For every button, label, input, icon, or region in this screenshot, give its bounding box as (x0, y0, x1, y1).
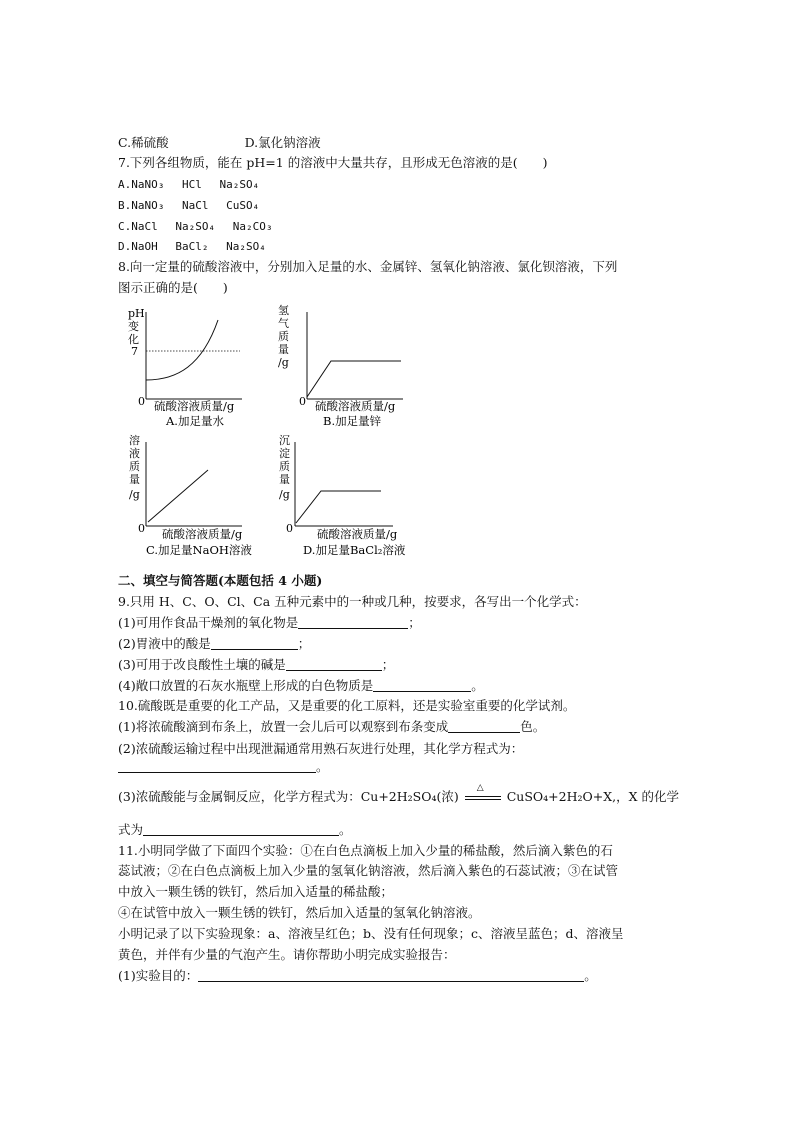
q11-blank-1[interactable] (198, 969, 584, 982)
chart-d-title: D.加足量BaCl₂溶液 (303, 543, 406, 557)
chart-d-ylabel-2: 淀 (279, 447, 290, 460)
q6-option-c: C.稀硫酸 (118, 135, 169, 150)
q10-part2: (2)浓硫酸运输过程中出现泄漏通常用熟石灰进行处理，其化学方程式为： (118, 741, 524, 756)
q10-part3-answer: 式为 。 (118, 822, 352, 837)
q9-blank-1[interactable] (298, 616, 408, 629)
q6-options (118, 135, 321, 151)
chart-a-title: A.加足量水 (166, 414, 224, 428)
section-2-title: 二、填空与简答题(本题包括 4 小题) (118, 573, 323, 588)
chart-d (279, 432, 443, 562)
chart-a-curve (146, 320, 218, 380)
q10-part1: (1)将浓硫酸滴到布条上，放置一会儿后可以观察到布条变成 色。 (118, 719, 546, 734)
chart-d-ylabel-3: 质 (279, 460, 290, 473)
chart-d-ylabel-5: /g (279, 488, 290, 501)
q7-option-b: B.NaNO₃ NaCl CuSO₄ (118, 199, 260, 212)
q9-blank-2[interactable] (211, 637, 298, 650)
chart-d-ylabel-4: 量 (279, 473, 290, 486)
q10-part3: (3)浓硫酸能与金属铜反应，化学方程式为：Cu+2H₂SO₄(浓) △ CuSO₄+2H₂O+X,，X 的化学 (118, 783, 679, 804)
chart-b-ylabel-2: 气 (278, 317, 289, 330)
chart-a (122, 302, 262, 434)
chart-b (278, 302, 423, 434)
q11-line-5: 小明记录了以下实验现象：a、溶液呈红色；b、没有任何现象；c、溶液呈蓝色；d、溶液呈 (118, 926, 624, 941)
chart-c-ylabel-5: /g (129, 488, 140, 501)
chart-d-origin: 0 (286, 522, 293, 535)
q7-option-a: A.NaNO₃ HCl Na₂SO₄ (118, 178, 260, 191)
chart-a-ylabel-3: 化 (128, 333, 139, 346)
chart-c-xlabel: 硫酸溶液质量/g (162, 527, 243, 541)
chart-a-xlabel: 硫酸溶液质量/g (154, 399, 235, 413)
q8-stem-1: 8.向一定量的硫酸溶液中，分别加入足量的水、金属锌、氢氧化钠溶液、氯化钡溶液，下列 (118, 259, 618, 274)
q9-part1: (1)可用作食品干燥剂的氧化物是 ； (118, 615, 421, 630)
chart-b-origin: 0 (299, 395, 306, 408)
chart-c-ylabel-2: 液 (129, 447, 140, 460)
chart-c-origin: 0 (138, 522, 145, 535)
chart-b-ylabel-4: 量 (278, 343, 289, 356)
chart-c-line (148, 470, 208, 522)
chart-b-ylabel-3: 质 (278, 330, 289, 343)
q11-line-4: ④在试管中放入一颗生锈的铁钉，然后加入适量的氢氧化钠溶液。 (118, 905, 481, 920)
q9-part2: (2)胃液中的酸是 ； (118, 636, 311, 651)
chart-c-ylabel-3: 质 (129, 460, 140, 473)
q11-part1: (1)实验目的： 。 (118, 968, 597, 983)
q10-blank-3[interactable] (143, 823, 339, 836)
q9-blank-3[interactable] (286, 658, 382, 671)
q11-line-3: 中放入一颗生锈的铁钉，然后加入适量的稀盐酸； (118, 884, 394, 899)
q7-option-d: D.NaOH BaCl₂ Na₂SO₄ (118, 240, 266, 253)
q7-option-c: C.NaCl Na₂SO₄ Na₂CO₃ (118, 220, 273, 233)
q9-part3: (3)可用于改良酸性土壤的碱是 ； (118, 657, 395, 672)
chart-c-ylabel-1: 溶 (129, 434, 140, 447)
chart-b-line (307, 361, 401, 397)
chart-d-line (296, 491, 381, 523)
q10-blank-1[interactable] (448, 720, 520, 733)
chart-a-ylabel-2: 变 (128, 320, 139, 333)
chart-c-ylabel-4: 量 (129, 473, 140, 486)
chart-b-ylabel-1: 氢 (278, 304, 289, 317)
q10-stem: 10.硫酸既是重要的化工产品，又是重要的化工原料，还是实验室重要的化学试剂。 (118, 698, 576, 713)
q9-blank-4[interactable] (373, 679, 471, 692)
q10-blank-2[interactable] (118, 760, 316, 773)
chart-c-title: C.加足量NaOH溶液 (146, 543, 252, 557)
heat-condition: △ (463, 789, 503, 803)
chart-d-ylabel-1: 沉 (279, 434, 290, 447)
chart-a-y7: 7 (131, 345, 138, 358)
q10-part2-answer: 。 (118, 759, 329, 775)
chart-c (122, 432, 282, 562)
chart-a-ylabel-1: pH (128, 307, 145, 320)
q7-stem: 7.下列各组物质，能在 pH=1 的溶液中大量共存，且形成无色溶液的是( ) (118, 155, 548, 170)
chart-a-origin: 0 (138, 395, 145, 408)
q8-stem-2: 图示正确的是( ) (118, 280, 228, 295)
q11-line-1: 11.小明同学做了下面四个实验：①在白色点滴板上加入少量的稀盐酸，然后滴入紫色的石 (118, 843, 613, 858)
q11-line-6: 黄色，并伴有少量的气泡产生。请你帮助小明完成实验报告： (118, 947, 456, 962)
q11-line-2: 蕊试液；②在白色点滴板上加入少量的氢氧化钠溶液，然后滴入紫色的石蕊试液；③在试管 (118, 863, 619, 878)
chart-b-ylabel-5: /g (278, 356, 289, 369)
chart-b-title: B.加足量锌 (323, 414, 382, 428)
q9-part4: (4)敞口放置的石灰水瓶壁上形成的白色物质是 。 (118, 678, 484, 693)
q6-option-d: D.氯化钠溶液 (244, 135, 321, 150)
chart-b-xlabel: 硫酸溶液质量/g (315, 399, 396, 413)
q9-stem: 9.只用 H、C、O、Cl、Ca 五种元素中的一种或几种，按要求，各写出一个化学式： (118, 594, 587, 609)
chart-d-xlabel: 硫酸溶液质量/g (317, 527, 398, 541)
